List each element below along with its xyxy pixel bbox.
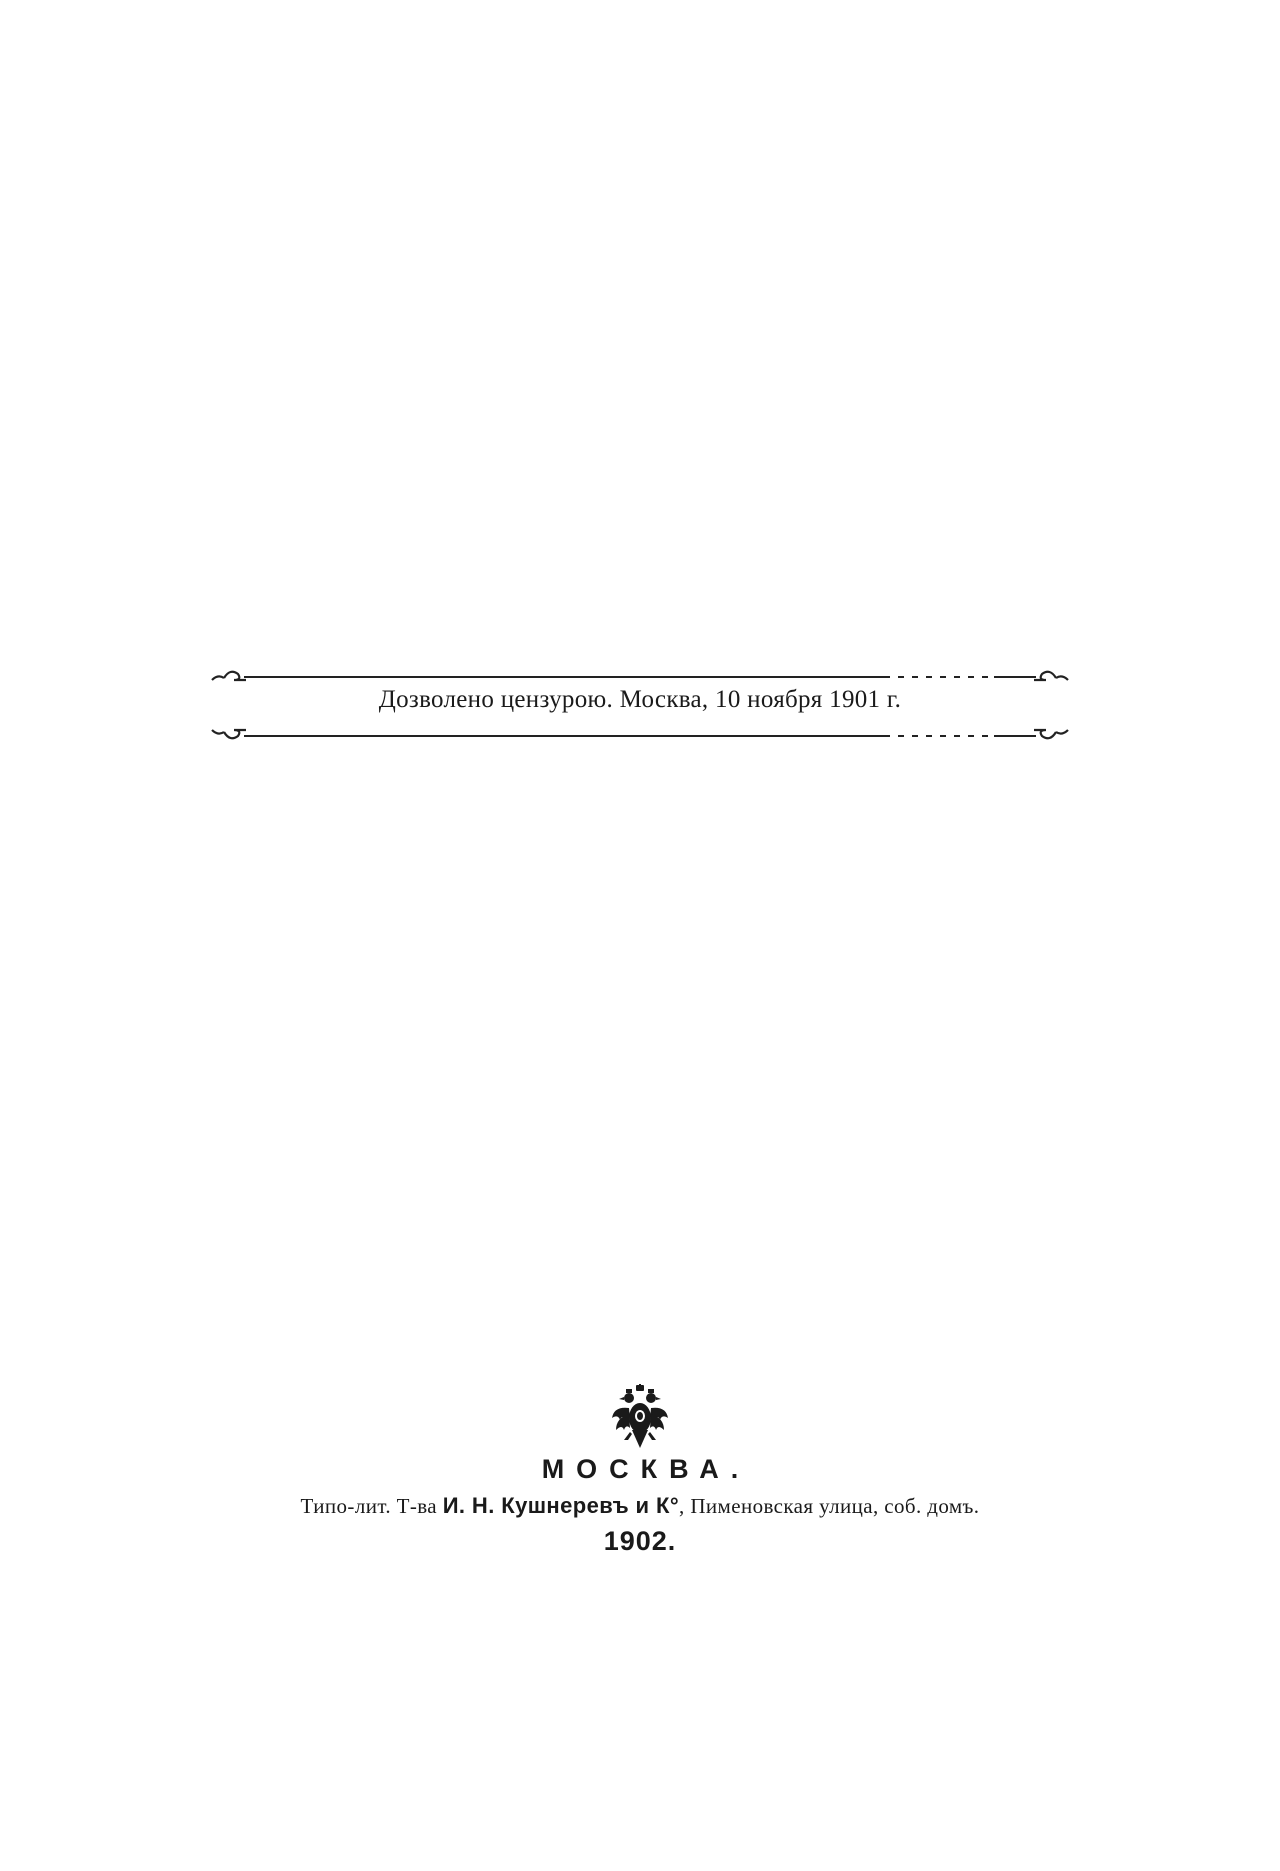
printer-line bbox=[0, 1492, 1280, 1520]
flourish-top-right-icon bbox=[1034, 664, 1070, 686]
censorship-notice bbox=[210, 652, 1070, 752]
printer-prefix: Типо-лит. Т-ва bbox=[300, 1494, 438, 1518]
flourish-bottom-left-icon bbox=[210, 724, 246, 746]
printer-name: И. Н. Кушнеревъ и К° bbox=[442, 1493, 680, 1518]
bottom-rule bbox=[244, 735, 1036, 737]
top-rule bbox=[244, 676, 1036, 678]
city-name: МОСКВА. bbox=[541, 1454, 751, 1484]
imprint bbox=[0, 1384, 1280, 1558]
flourish-bottom-right-icon bbox=[1034, 724, 1070, 746]
flourish-top-left-icon bbox=[210, 664, 246, 686]
publication-year: 1902. bbox=[603, 1526, 677, 1556]
printer-address: , Пименовская улица, соб. домъ. bbox=[679, 1494, 980, 1518]
censorship-text: Дозволено цензурою. Москва, 10 ноября 1901 г. bbox=[378, 686, 902, 713]
double-headed-eagle-icon bbox=[610, 1384, 670, 1450]
